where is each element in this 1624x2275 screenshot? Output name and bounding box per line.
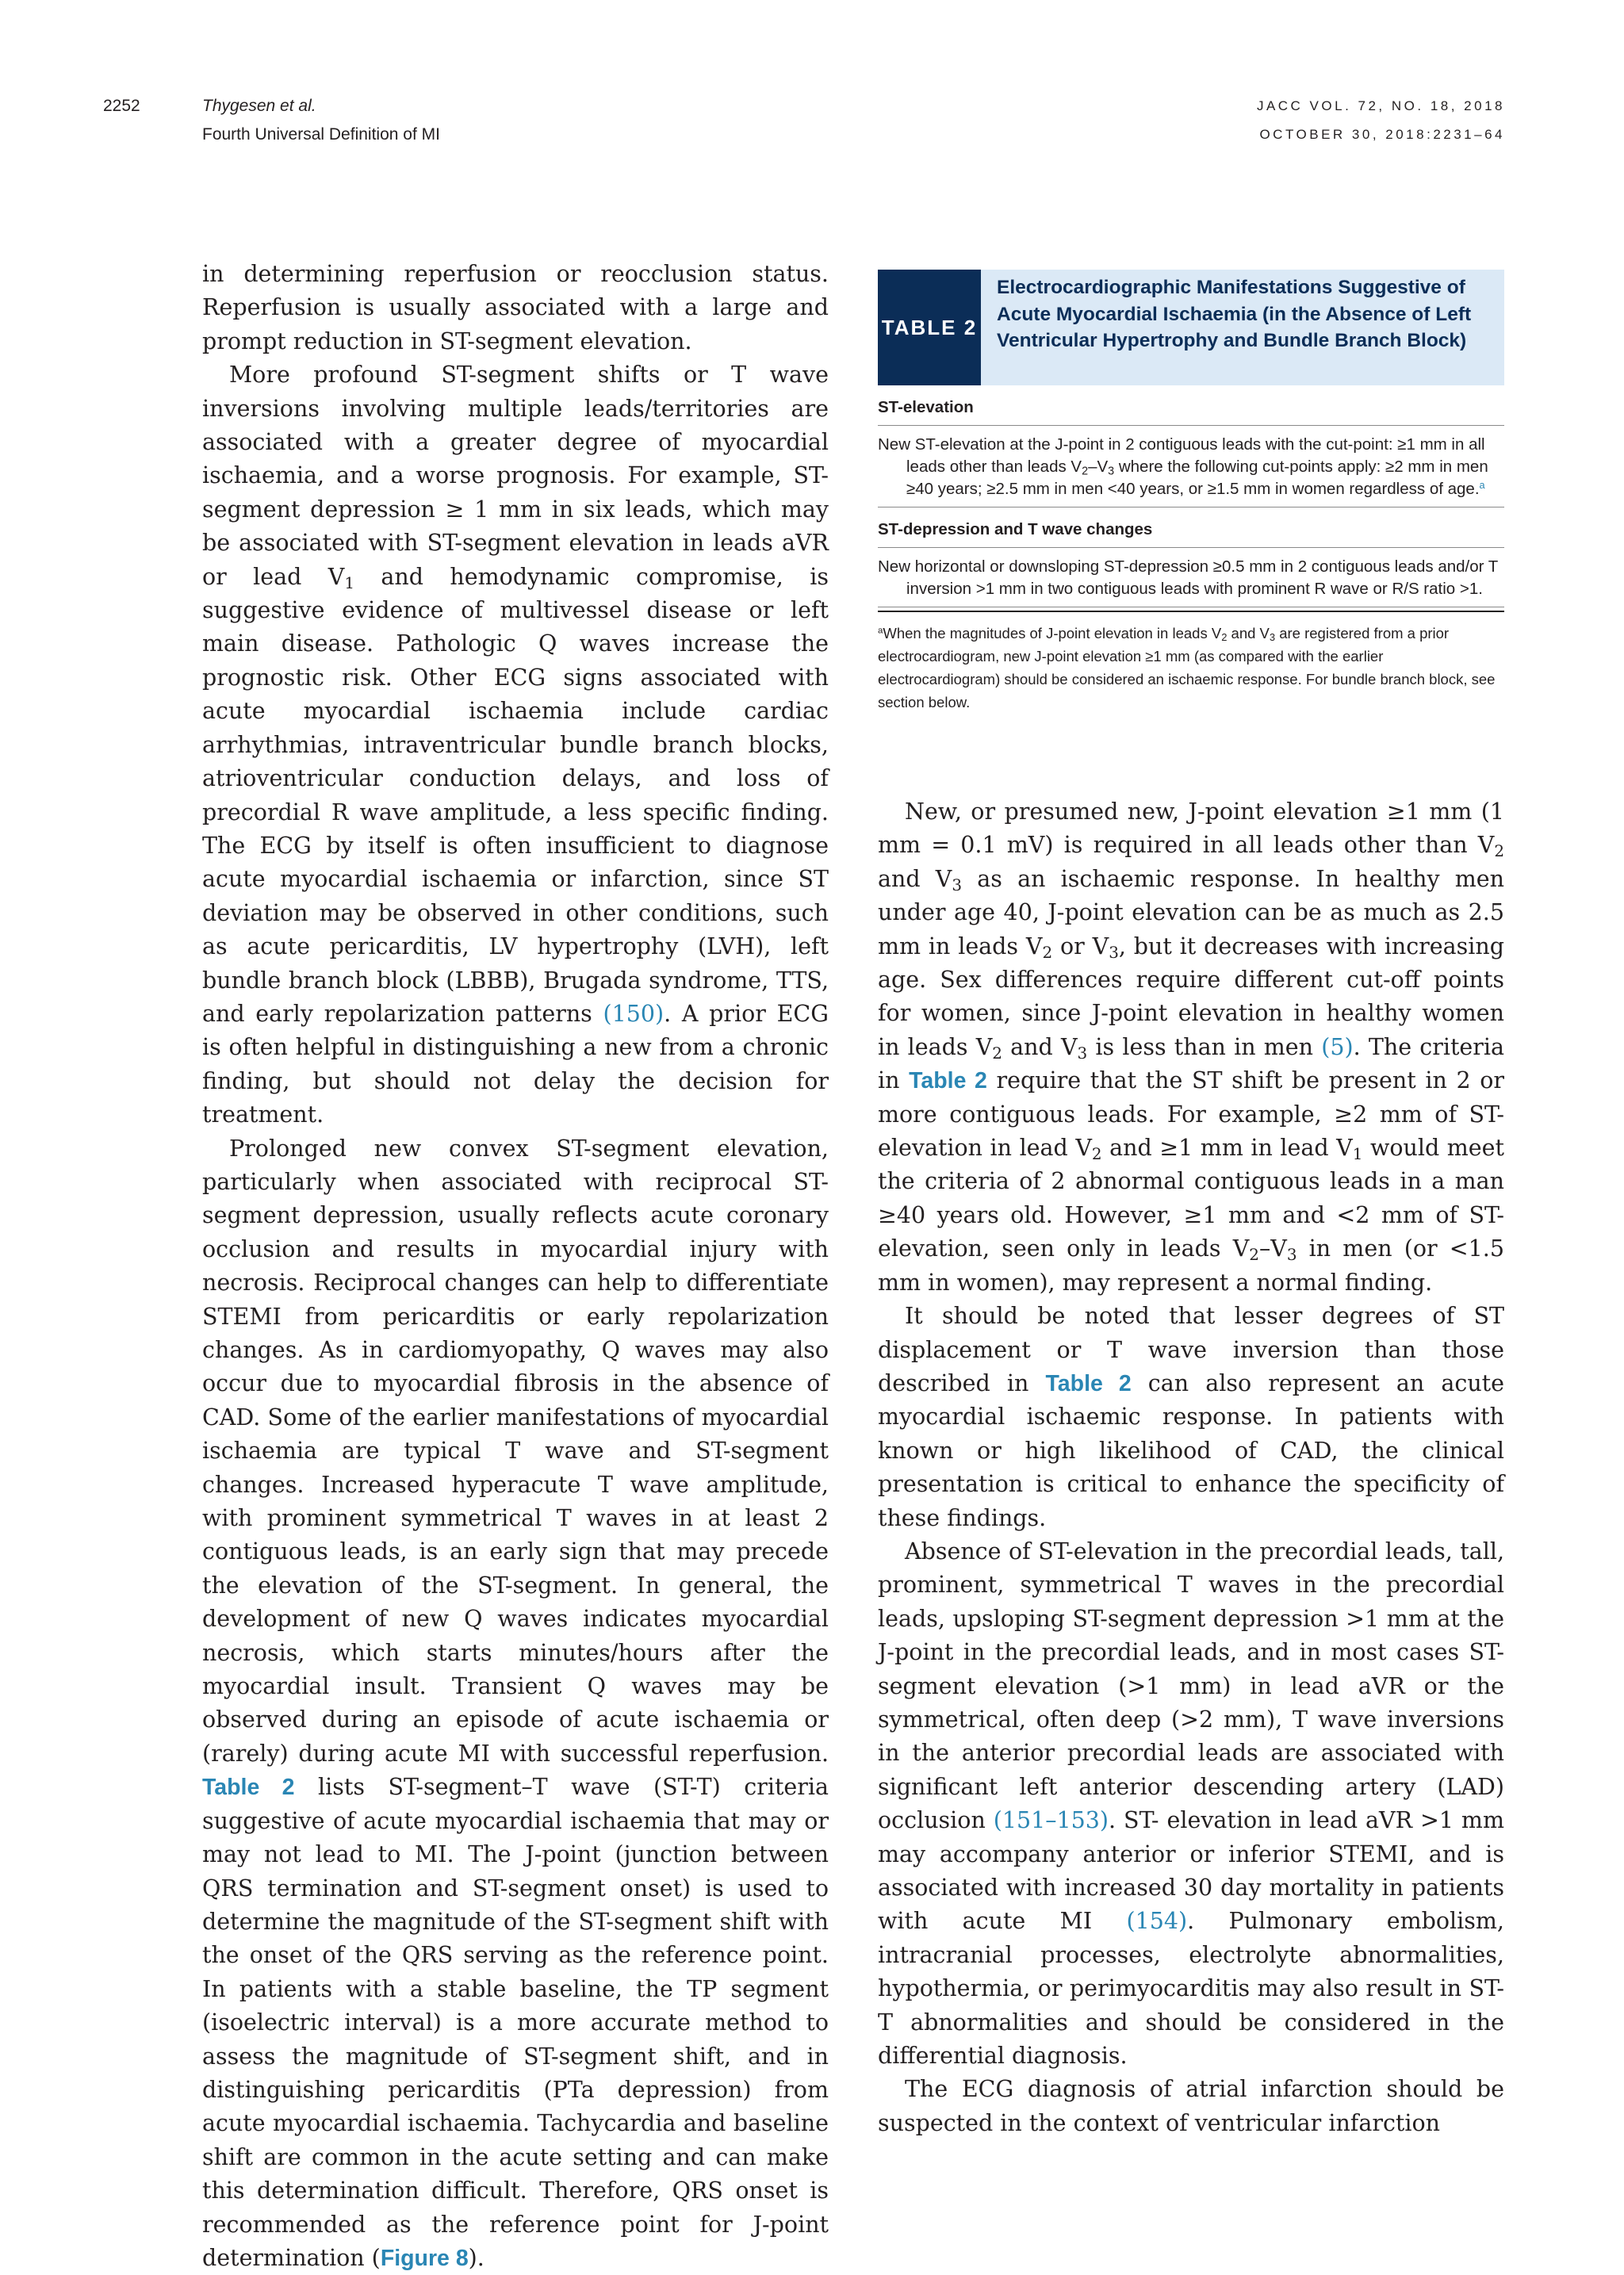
- text-run: would meet the criteria of 2 abnormal contiguous leads in a man ≥40 years old. However, ≥1 mm and <2 mm of ST-elevation, seen only in leads V: [878, 1135, 1504, 1262]
- issue-date: OCTOBER 30, 2018:2231–64: [1259, 127, 1505, 142]
- table-reference-link[interactable]: Table 2: [202, 1775, 295, 1801]
- table-2: [878, 270, 1504, 714]
- subscript: 3: [1269, 631, 1276, 644]
- text-run: where the following cut-points apply: ≥2 mm in men ≥40 years; ≥2.5 mm in men <40 years, or ≥1.5 mm in women regardless of age.: [906, 458, 1488, 498]
- paragraph: [878, 795, 1504, 1300]
- running-title: Fourth Universal Definition of MI: [202, 125, 440, 144]
- subscript: 2: [1221, 631, 1228, 644]
- text-run: require that the ST shift be present in 2 or more contiguous leads. For example, ≥2 mm of ST-elevation in lead V: [878, 1067, 1505, 1162]
- text-run: and hemodynamic compromise, is suggestive evidence of multivessel disease or left main disease. Pathologic Q waves increase the prognostic risk. Other ECG signs associated with acute myocardial ischaemia include cardiac arrhythmias, intraventricular bundle branch blocks, atrioventricular conduction delays, and loss of precordial R wave amplitude, a less specific finding. The ECG by itself is often insufficient to diagnose acute myocardial ischaemia or infarction, since ST deviation may be observed in other conditions, such as acute pericarditis, LV hypertrophy (LVH), left bundle branch block (LBBB), Brugada syndrome, TTS, and early repolarization patterns: [202, 563, 829, 1027]
- table-section-heading: ST-elevation: [878, 385, 1504, 426]
- footnote-marker-link[interactable]: a: [1479, 479, 1485, 492]
- subscript: 2: [1494, 841, 1504, 861]
- text-run: and V: [1002, 1033, 1078, 1060]
- table-header: [878, 270, 1504, 385]
- running-author: [202, 97, 316, 116]
- subscript: 3: [1286, 1245, 1297, 1265]
- table-reference-link[interactable]: Table 2: [1045, 1370, 1132, 1396]
- subscript: 2: [1082, 465, 1089, 478]
- subscript: 3: [1108, 465, 1115, 478]
- paragraph: [878, 1300, 1504, 1535]
- text-run: and V: [878, 865, 952, 892]
- table-label: TABLE 2: [878, 270, 981, 385]
- table-reference-link[interactable]: Table 2: [909, 1068, 987, 1094]
- citation-link[interactable]: (154): [1126, 1908, 1188, 1935]
- text-run: New ST-elevation at the J-point in 2 contiguous leads with the cut-point: ≥1 mm in all leads other than leads V: [878, 435, 1485, 476]
- subscript: 3: [1077, 1043, 1088, 1063]
- text-run: –V: [1258, 1235, 1287, 1262]
- text-run: as an ischaemic response. In healthy men under age 40, J-point elevation can be as much as 2.5 mm in leads V: [878, 865, 1505, 959]
- text-run: lists ST-segment–T wave (ST-T) criteria suggestive of acute myocardial ischaemia that may or may not lead to MI. The J-point (junction between QRS termination and ST-segment onset) is used to determine the magnitude of the ST-segment shift with the onset of the QRS serving as the reference point. In patients with a stable baseline, the TP segment (isoelectric interval) is a more accurate method to assess the magnitude of ST-segment shift, and in distinguishing pericarditis (PTa depression) from acute myocardial ischaemia. Tachycardia and baseline shift are common in the acute setting and can make this determination difficult. Therefore, QRS onset is recommended as the reference point for J-point determination (: [202, 1774, 829, 2271]
- text-run: and V: [1227, 625, 1270, 642]
- paragraph: [202, 358, 829, 1132]
- paragraph: The ECG diagnosis of atrial infarction should be suspected in the context of ventricular infarction: [878, 2076, 1504, 2136]
- text-run: Prolonged new convex ST-segment elevation, particularly when associated with reciprocal ST-segment depression, usually reflects acute coronary occlusion and results in myocardial injury with necrosis. Reciprocal changes can help to differentiate STEMI from pericarditis or early repolarization changes. As in cardiomyopathy, Q waves may also occur due to myocardial fibrosis in the absence of CAD. Some of the earlier manifestations of myocardial ischaemia are typical T wave and ST-segment changes. Increased hyperacute T wave amplitude, with prominent symmetrical T waves in at least 2 contiguous leads, is an early sign that may precede the elevation of the ST-segment. In general, the development of new Q waves indicates myocardial necrosis, which starts minutes/hours after the myocardial insult. Transient Q waves may be observed during an episode of acute ischaemia or (rarely) during acute MI with successful reperfusion.: [202, 1135, 829, 1767]
- footnote-marker: a: [878, 626, 883, 636]
- text-run: is less than in men: [1087, 1033, 1322, 1060]
- text-run: Absence of ST-elevation in the precordial leads, tall, prominent, symmetrical T waves in the precordial leads, upsloping ST-segment depression >1 mm at the J-point in the precordial leads, and in most cases ST-segment elevation (>1 mm) in lead aVR or the symmetrical, often deep (>2 mm), T wave inversions in the anterior precordial leads are associated with significant left anterior descending artery (LAD) occlusion: [878, 1538, 1504, 1834]
- left-column: [202, 258, 829, 2275]
- table-section-heading: ST-depression and T wave changes: [878, 507, 1504, 548]
- page-number: 2252: [103, 97, 140, 115]
- author-name: Thygesen et al.: [202, 97, 316, 115]
- text-run: . Pulmonary embolism, intracranial processes, electrolyte abnormalities, hypothermia, or perimyocarditis may also result in ST-T abnormalities and should be considered in the differential diagnosis.: [878, 1908, 1504, 2070]
- citation-link[interactable]: (151–153): [993, 1807, 1109, 1834]
- table-row: [878, 426, 1504, 507]
- table-title: Electrocardiographic Manifestations Suggestive of Acute Myocardial Ischaemia (in the Absence of Left Ventricular Hypertrophy and Bundle Branch Block): [981, 270, 1504, 385]
- subscript: 3: [952, 875, 963, 894]
- text-run: ).: [468, 2244, 485, 2271]
- text-run: . ST- elevation in lead aVR >1 mm may accompany anterior or inferior STEMI, and is associated with increased 30 day mortality in patients with acute MI: [878, 1807, 1504, 1935]
- subscript: 2: [1249, 1245, 1259, 1265]
- journal-citation: JACC VOL. 72, NO. 18, 2018: [1256, 98, 1505, 113]
- text-run: –V: [1088, 458, 1109, 476]
- text-run: It should be noted that lesser degrees of ST displacement or T wave inversion than those described in: [878, 1303, 1504, 1396]
- citation-link[interactable]: (5): [1321, 1033, 1354, 1060]
- text-run: New, or presumed new, J-point elevation ≥1 mm (1 mm = 0.1 mV) is required in all leads other than V: [878, 799, 1504, 859]
- subscript: 2: [1091, 1144, 1102, 1164]
- text-run: When the magnitudes of J-point elevation in leads V: [883, 625, 1222, 642]
- text-run: , but it decreases with increasing age. Sex differences require different cut-off points for women, since J-point elevation in healthy women in leads V: [878, 933, 1505, 1060]
- paragraph: [202, 1132, 829, 2275]
- text-run: and ≥1 mm in lead V: [1101, 1135, 1353, 1162]
- text-run: . A prior ECG is often helpful in distinguishing a new from a chronic finding, but should not delay the decision for treatment.: [202, 1000, 829, 1128]
- figure-reference-link[interactable]: Figure 8: [380, 2245, 469, 2271]
- paragraph: [878, 1535, 1504, 2074]
- text-run: in men (or <1.5 mm in women), may represent a normal finding.: [878, 1235, 1505, 1296]
- text-run: More profound ST-segment shifts or T wave inversions involving multiple leads/territories are associated with a greater degree of myocardial ischaemia, and a worse prognosis. For example, ST-segment depression ≥ 1 mm in six leads, which may be associated with ST-segment elevation in leads aVR or lead V: [202, 362, 829, 590]
- text-run: or V: [1052, 933, 1109, 959]
- subscript: 2: [1042, 942, 1053, 962]
- table-footnote: [878, 611, 1504, 714]
- text-run: are registered from a prior electrocardiogram, new J-point elevation ≥1 mm (as compared with the earlier electrocardiogram) should be considered an ischaemic response. For bundle branch block, see section below.: [878, 625, 1496, 710]
- table-row: New horizontal or downsloping ST-depression ≥0.5 mm in 2 contiguous leads and/or T inversion >1 mm in two contiguous leads with prominent R wave or R/S ratio >1.: [878, 548, 1504, 607]
- paragraph: in determining reperfusion or reocclusion status. Reperfusion is usually associated with a large and prompt reduction in ST-segment elevation.: [202, 261, 829, 354]
- subscript: 1: [1352, 1144, 1363, 1164]
- citation-link[interactable]: (150): [603, 1000, 665, 1027]
- subscript: 3: [1109, 942, 1119, 962]
- right-column: [878, 795, 1504, 2140]
- subscript: 2: [992, 1043, 1002, 1063]
- text-run: . The criteria in: [878, 1033, 1504, 1094]
- subscript: 1: [344, 573, 355, 592]
- text-run: can also represent an acute myocardial ischaemic response. In patients with known or high likelihood of CAD, the clinical presentation is critical to enhance the specificity of these findings.: [878, 1369, 1504, 1531]
